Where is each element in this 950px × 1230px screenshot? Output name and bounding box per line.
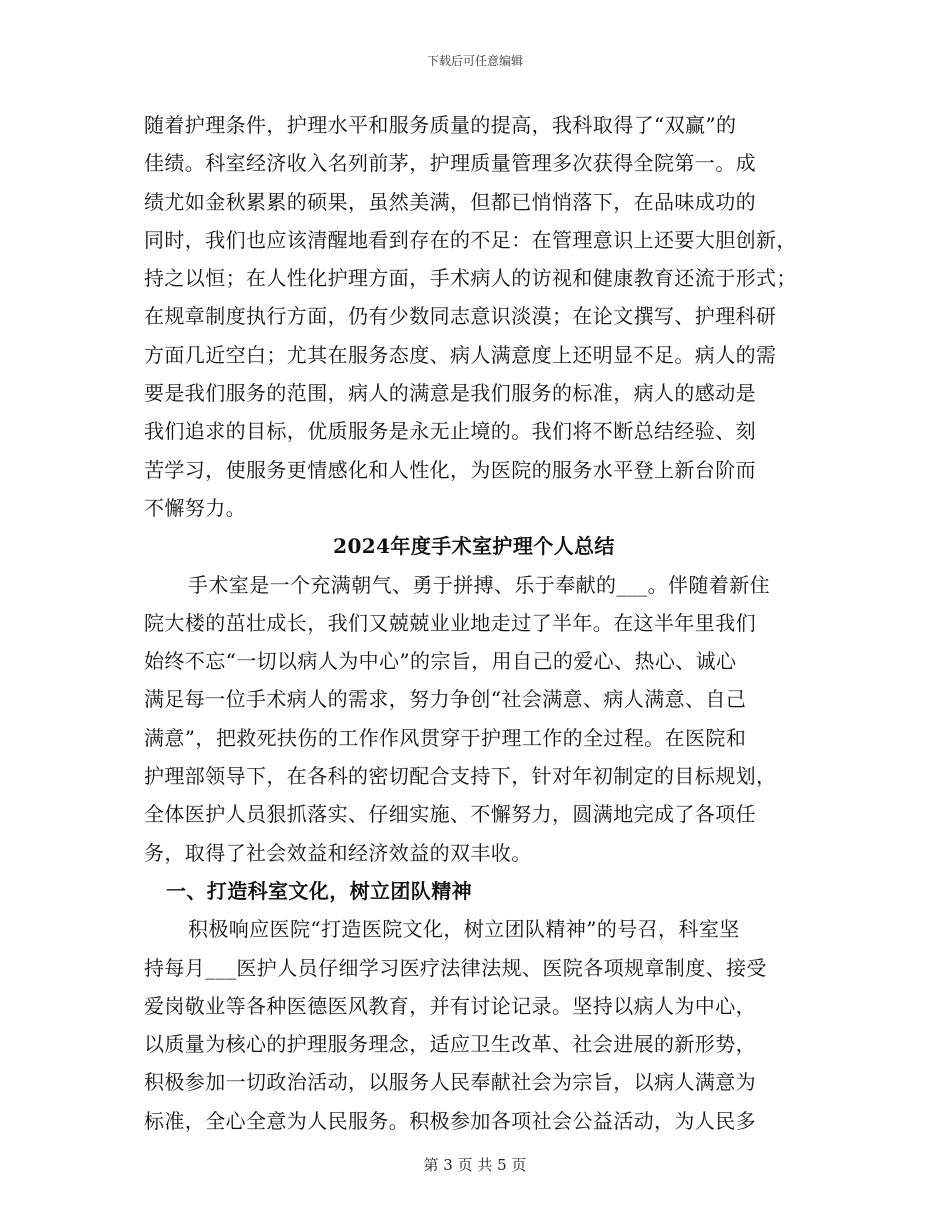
body-line: 务，取得了社会效益和经济效益的双丰收。 <box>144 840 532 865</box>
body-line: 绩尤如金秋累累的硕果，虽然美满，但都已悄悄落下，在品味成功的 <box>144 189 756 214</box>
body-line: 院大楼的茁壮成长，我们又兢兢业业地走过了半年。在这半年里我们 <box>144 610 756 635</box>
body-line: 积极参加一切政治活动，以服务人民奉献社会为宗旨，以病人满意为 <box>144 1070 756 1095</box>
body-line: 始终不忘“一切以病人为中心”的宗旨，用自己的爱心、热心、诚心 <box>144 649 737 674</box>
body-line: 要是我们服务的范围，病人的满意是我们服务的标准，病人的感动是 <box>144 381 756 406</box>
body-line: 积极响应医院“打造医院文化，树立团队精神”的号召，科室坚 <box>188 917 740 942</box>
page-footer-indicator: 第 3 页 共 5 页 <box>423 1156 527 1174</box>
body-line: 方面几近空白；尤其在服务态度、病人满意度上还明显不足。病人的需 <box>144 342 777 367</box>
body-line: 不懈努力。 <box>144 495 246 520</box>
body-line: 手术室是一个充满朝气、勇于拼搏、乐于奉献的___。伴随着新住 <box>188 572 770 597</box>
body-line: 在规章制度执行方面，仍有少数同志意识淡漠；在论文撰写、护理科研 <box>144 304 777 329</box>
document-body <box>144 106 804 1140</box>
body-line: 全体医护人员狠抓落实、仔细实施、不懈努力，圆满地完成了各项任 <box>144 802 756 827</box>
body-line: 随着护理条件，护理水平和服务质量的提高，我科取得了“双赢”的 <box>144 113 737 137</box>
body-line: 标准，全心全意为人民服务。积极参加各项社会公益活动，为人民多 <box>144 1108 756 1133</box>
body-line: 以质量为核心的护理服务理念，适应卫生改革、社会进展的新形势， <box>144 1032 756 1057</box>
page-header-note: 下载后可任意编辑 <box>426 54 523 68</box>
body-line: 爱岗敬业等各种医德医风教育，并有讨论记录。坚持以病人为中心， <box>144 993 756 1018</box>
body-line: 我们追求的目标，优质服务是永无止境的。我们将不断总结经验、刻 <box>144 419 756 444</box>
section-title: 2024年度手术室护理个人总结 <box>333 534 615 559</box>
body-line: 苦学习，使服务更情感化和人性化，为医院的服务水平登上新台阶而 <box>144 457 756 482</box>
body-line: 同时，我们也应该清醒地看到存在的不足：在管理意识上还要大胆创新， <box>144 227 797 252</box>
body-line: 满足每一位手术病人的需求，努力争创“社会满意、病人满意、自己 <box>144 687 747 712</box>
body-line: 护理部领导下，在各科的密切配合支持下，针对年初制定的目标规划， <box>144 764 777 789</box>
body-line: 满意”，把救死扶伤的工作作风贯穿于护理工作的全过程。在医院和 <box>144 725 747 750</box>
body-line: 佳绩。科室经济收入名列前茅，护理质量管理多次获得全院第一。成 <box>144 151 756 176</box>
body-line: 持之以恒；在人性化护理方面，手术病人的访视和健康教育还流于形式； <box>144 266 797 291</box>
subsection-heading: 一、打造科室文化，树立团队精神 <box>166 878 472 903</box>
body-line: 持每月___医护人员仔细学习医疗法律法规、医院各项规章制度、接受 <box>144 955 767 980</box>
